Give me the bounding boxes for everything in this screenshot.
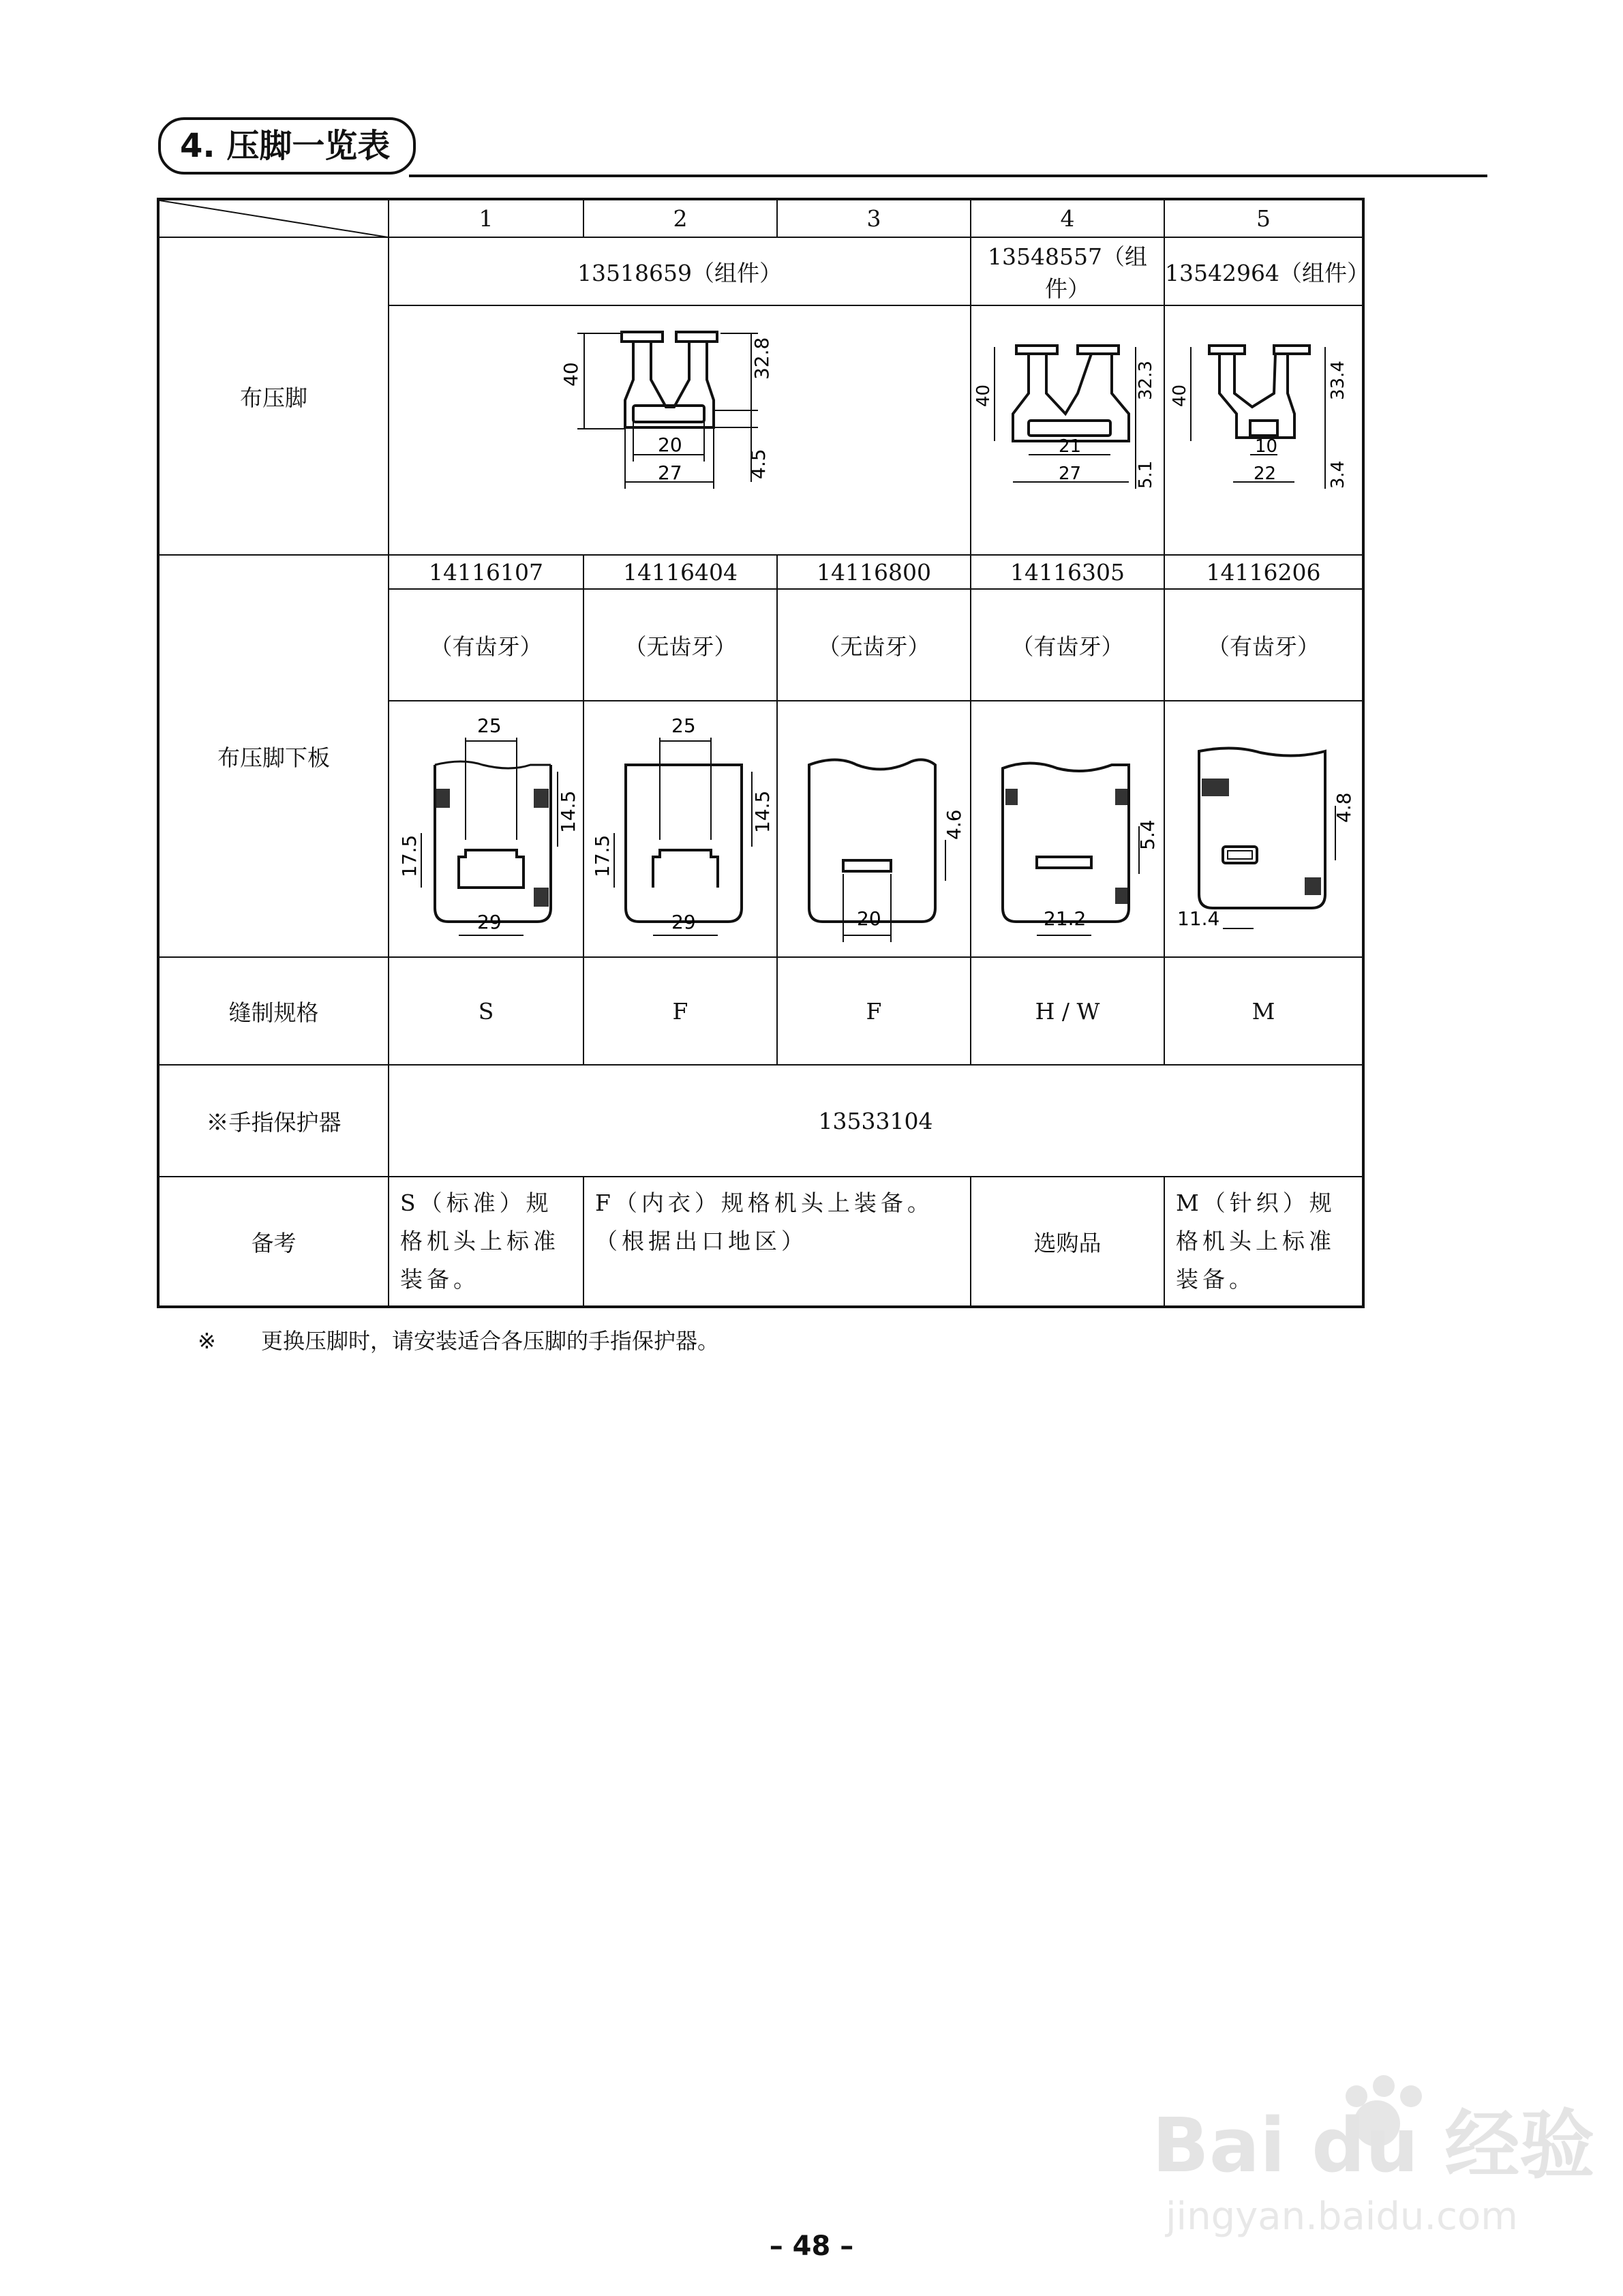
- dim-label: 17.5: [398, 834, 421, 877]
- row-label-remarks: 备考: [158, 1177, 389, 1307]
- plate-drawing-2: [583, 701, 777, 957]
- plate-type: （无齿牙）: [777, 589, 971, 701]
- dim-label: 21.2: [1044, 907, 1087, 930]
- dim-label: 40: [1169, 384, 1190, 407]
- remark-text: 选购品: [971, 1177, 1164, 1307]
- dim-label: 10: [1254, 436, 1277, 457]
- dim-label: 4.5: [747, 449, 770, 479]
- row-label-presser-foot: 布压脚: [158, 237, 389, 555]
- presser-foot-drawing-c: [1164, 305, 1363, 555]
- watermark-brand: Bai du 经验: [1152, 2102, 1595, 2189]
- row-label-finger-guard: ※手指保护器: [158, 1065, 389, 1177]
- dim-label: 29: [477, 911, 502, 933]
- dim-label: 11.4: [1177, 907, 1219, 930]
- plate-number: 14116800: [777, 555, 971, 589]
- spec-value: F: [583, 957, 777, 1065]
- dim-label: 32.8: [750, 337, 773, 380]
- remark-text: S（标准）规格机头上标准装备。: [389, 1177, 583, 1307]
- remark-text: F（内衣）规格机头上装备。（根据出口地区）: [583, 1177, 971, 1307]
- dim-label: 27: [658, 462, 682, 484]
- dim-label: 22: [1253, 464, 1276, 484]
- col-header: 3: [777, 199, 971, 237]
- corner-cell: [158, 199, 389, 237]
- presser-foot-drawing-b: [971, 305, 1164, 555]
- dim-label: 14.5: [557, 790, 579, 833]
- dim-label: 27: [1059, 464, 1082, 484]
- plate-drawing-5: [1164, 701, 1363, 957]
- presser-foot-b-diagram: [975, 318, 1159, 537]
- col-header: 5: [1164, 199, 1363, 237]
- footnote-text: 更换压脚时，请安装适合各压脚的手指保护器。: [260, 1328, 719, 1354]
- finger-guard-number: 13533104: [389, 1065, 1363, 1177]
- dim-label: 20: [857, 907, 881, 930]
- plate-number: 14116206: [1164, 555, 1363, 589]
- dim-label: 14.5: [751, 790, 774, 833]
- spec-value: S: [389, 957, 583, 1065]
- dim-label: 3.4: [1327, 460, 1348, 489]
- dim-label: 20: [658, 434, 682, 456]
- spec-value: H / W: [971, 957, 1164, 1065]
- dim-label: 4.8: [1332, 792, 1355, 823]
- dim-label: 29: [671, 911, 696, 933]
- watermark-url: jingyan.baidu.com: [1166, 2194, 1518, 2239]
- section-title: 4. 压脚一览表: [158, 117, 416, 175]
- footnote: [198, 1324, 719, 1355]
- plate-type: （有齿牙）: [1164, 589, 1363, 701]
- plate-number: 14116404: [583, 555, 777, 589]
- presser-foot-a-diagram: [557, 318, 802, 537]
- title-rule: [409, 175, 1487, 177]
- dim-label: 40: [560, 362, 582, 387]
- plate-type: （有齿牙）: [389, 589, 583, 701]
- dim-label: 32.3: [1136, 361, 1156, 400]
- plate-drawing-1: [389, 701, 583, 957]
- part-number: 13542964（组件）: [1164, 237, 1363, 305]
- plate-type: （无齿牙）: [583, 589, 777, 701]
- dim-label: 5.4: [1136, 819, 1159, 850]
- page-number: – 48 –: [769, 2231, 854, 2262]
- plate-type: （有齿牙）: [971, 589, 1164, 701]
- presser-foot-table: [157, 198, 1369, 1308]
- dim-label: 40: [973, 384, 994, 407]
- plate-drawing-3: [777, 701, 971, 957]
- dim-label: 17.5: [591, 834, 613, 877]
- plate-2-diagram: [588, 704, 772, 949]
- col-header: 2: [583, 199, 777, 237]
- row-label-feed-plate: 布压脚下板: [158, 555, 389, 957]
- dim-label: 21: [1059, 436, 1082, 457]
- part-number: 13548557（组件）: [971, 237, 1164, 305]
- plate-5-diagram: [1172, 704, 1356, 949]
- dim-label: 25: [477, 714, 502, 737]
- dim-label: 5.1: [1136, 460, 1156, 489]
- part-number: 13518659（组件）: [389, 237, 971, 305]
- baidu-watermark: [1152, 2059, 1595, 2250]
- plate-number: 14116107: [389, 555, 583, 589]
- footnote-mark: ※: [198, 1328, 216, 1354]
- plate-number: 14116305: [971, 555, 1164, 589]
- plate-3-diagram: [782, 704, 966, 949]
- presser-foot-c-diagram: [1169, 318, 1356, 537]
- spec-value: F: [777, 957, 971, 1065]
- dim-label: 4.6: [943, 809, 965, 840]
- plate-drawing-4: [971, 701, 1164, 957]
- row-label-spec: 缝制规格: [158, 957, 389, 1065]
- dim-label: 33.4: [1327, 361, 1348, 400]
- presser-foot-drawing-a: [389, 305, 971, 555]
- remark-text: M（针织）规格机头上标准装备。: [1164, 1177, 1363, 1307]
- spec-value: M: [1164, 957, 1363, 1065]
- plate-4-diagram: [975, 704, 1159, 949]
- col-header: 4: [971, 199, 1164, 237]
- col-header: 1: [389, 199, 583, 237]
- dim-label: 25: [671, 714, 696, 737]
- plate-1-diagram: [394, 704, 578, 949]
